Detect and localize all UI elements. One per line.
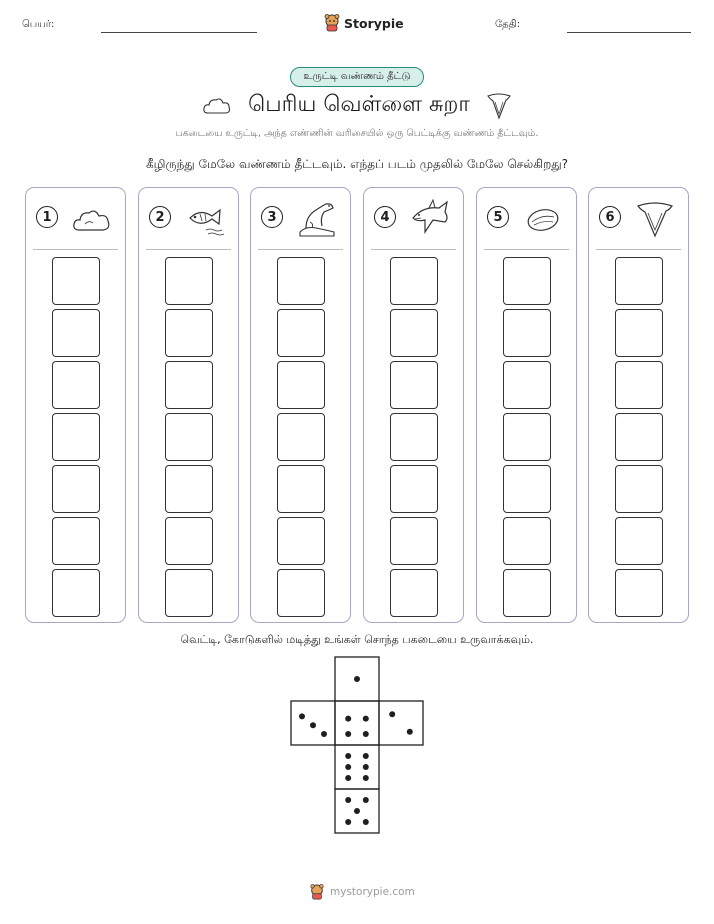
die-pip bbox=[354, 808, 360, 814]
color-box[interactable] bbox=[52, 517, 100, 565]
color-box[interactable] bbox=[503, 569, 551, 617]
die-pip bbox=[407, 729, 413, 735]
column-divider bbox=[258, 249, 343, 250]
brand-name: Storypie bbox=[344, 15, 404, 31]
color-box[interactable] bbox=[503, 257, 551, 305]
color-box[interactable] bbox=[165, 517, 213, 565]
column-6 bbox=[588, 187, 689, 623]
column-5 bbox=[476, 187, 577, 623]
footer bbox=[309, 884, 415, 900]
column-number: 1 bbox=[36, 206, 58, 228]
color-box[interactable] bbox=[503, 517, 551, 565]
color-box[interactable] bbox=[165, 361, 213, 409]
color-box[interactable] bbox=[615, 465, 663, 513]
storypie-mascot-icon bbox=[309, 884, 325, 900]
color-box[interactable] bbox=[615, 569, 663, 617]
column-divider bbox=[596, 249, 681, 250]
brand-logo bbox=[324, 12, 404, 34]
name-line bbox=[101, 32, 257, 33]
color-box[interactable] bbox=[277, 569, 325, 617]
column-2 bbox=[138, 187, 239, 623]
color-box[interactable] bbox=[503, 413, 551, 461]
shark-tooth-icon bbox=[486, 92, 512, 120]
die-pip bbox=[354, 676, 360, 682]
die-pip bbox=[363, 753, 369, 759]
die-pip bbox=[345, 775, 351, 781]
column-divider bbox=[484, 249, 569, 250]
color-box[interactable] bbox=[165, 569, 213, 617]
instruction: கீழிருந்து மேலே வண்ணம் தீட்டவும். எந்தப் படம் முதலில் மேலே செல்கிறது? bbox=[145, 157, 569, 171]
fish-icon bbox=[183, 198, 227, 238]
seed-icon bbox=[521, 198, 565, 238]
color-box[interactable] bbox=[390, 517, 438, 565]
die-pip bbox=[363, 716, 369, 722]
die-net bbox=[290, 656, 426, 836]
date-label: தேதி: bbox=[495, 19, 521, 30]
column-number: 4 bbox=[374, 206, 396, 228]
color-box[interactable] bbox=[390, 413, 438, 461]
activity-badge: உருட்டி வண்ணம் தீட்டு bbox=[290, 67, 424, 87]
color-box[interactable] bbox=[52, 361, 100, 409]
die-pip bbox=[363, 764, 369, 770]
footer-url[interactable]: mystorypie.com bbox=[330, 886, 415, 898]
shark-icon bbox=[408, 198, 452, 238]
color-box[interactable] bbox=[390, 465, 438, 513]
die-pip bbox=[363, 797, 369, 803]
column-divider bbox=[33, 249, 118, 250]
subtitle: பகடையை உருட்டி, அந்த எண்ணின் வரிசையில் ஒரு பெட்டிக்கு வண்ணம் தீட்டவும். bbox=[175, 128, 539, 139]
die-pip bbox=[299, 713, 305, 719]
die-pip bbox=[345, 731, 351, 737]
page-title: பெரிய வெள்ளை சுறா bbox=[248, 92, 470, 117]
die-pip bbox=[363, 731, 369, 737]
die-pip bbox=[345, 716, 351, 722]
column-3 bbox=[250, 187, 351, 623]
color-box[interactable] bbox=[52, 569, 100, 617]
color-box[interactable] bbox=[615, 361, 663, 409]
color-box[interactable] bbox=[390, 257, 438, 305]
column-1 bbox=[25, 187, 126, 623]
color-box[interactable] bbox=[390, 361, 438, 409]
color-box[interactable] bbox=[52, 413, 100, 461]
column-divider bbox=[371, 249, 456, 250]
column-number: 5 bbox=[487, 206, 509, 228]
color-box[interactable] bbox=[615, 517, 663, 565]
column-number: 3 bbox=[261, 206, 283, 228]
color-box[interactable] bbox=[277, 257, 325, 305]
color-box[interactable] bbox=[503, 465, 551, 513]
die-pip bbox=[310, 722, 316, 728]
column-divider bbox=[146, 249, 231, 250]
name-label: பெயர்: bbox=[22, 19, 55, 30]
color-box[interactable] bbox=[52, 257, 100, 305]
cut-instruction: வெட்டி, கோடுகளில் மடித்து உங்கள் சொந்த பகடையை உருவாக்கவும். bbox=[180, 633, 534, 646]
color-box[interactable] bbox=[52, 465, 100, 513]
cloud-icon bbox=[70, 198, 114, 238]
color-box[interactable] bbox=[503, 309, 551, 357]
die-pip bbox=[345, 819, 351, 825]
die-face-2 bbox=[379, 701, 423, 745]
color-box[interactable] bbox=[277, 517, 325, 565]
color-box[interactable] bbox=[615, 413, 663, 461]
die-face-6 bbox=[335, 745, 379, 789]
title-row bbox=[190, 88, 524, 124]
die-pip bbox=[321, 731, 327, 737]
color-box[interactable] bbox=[503, 361, 551, 409]
die-face-4 bbox=[335, 701, 379, 745]
die-pip bbox=[363, 819, 369, 825]
color-box[interactable] bbox=[390, 309, 438, 357]
storypie-mascot-icon bbox=[324, 14, 340, 32]
color-box[interactable] bbox=[277, 465, 325, 513]
color-box[interactable] bbox=[615, 309, 663, 357]
color-box[interactable] bbox=[165, 413, 213, 461]
color-box[interactable] bbox=[52, 309, 100, 357]
die-pip bbox=[363, 775, 369, 781]
seal-icon bbox=[295, 198, 339, 238]
color-box[interactable] bbox=[277, 413, 325, 461]
color-box[interactable] bbox=[277, 361, 325, 409]
die-pip bbox=[345, 764, 351, 770]
column-4 bbox=[363, 187, 464, 623]
color-box[interactable] bbox=[165, 465, 213, 513]
color-box[interactable] bbox=[277, 309, 325, 357]
date-line bbox=[567, 32, 691, 33]
column-number: 2 bbox=[149, 206, 171, 228]
die-pip bbox=[389, 711, 395, 717]
column-number: 6 bbox=[599, 206, 621, 228]
die-pip bbox=[345, 753, 351, 759]
shark-tooth-icon bbox=[633, 198, 677, 238]
color-box[interactable] bbox=[390, 569, 438, 617]
die-pip bbox=[345, 797, 351, 803]
color-box[interactable] bbox=[165, 309, 213, 357]
color-box[interactable] bbox=[165, 257, 213, 305]
color-box[interactable] bbox=[615, 257, 663, 305]
cloud-icon bbox=[202, 95, 232, 117]
